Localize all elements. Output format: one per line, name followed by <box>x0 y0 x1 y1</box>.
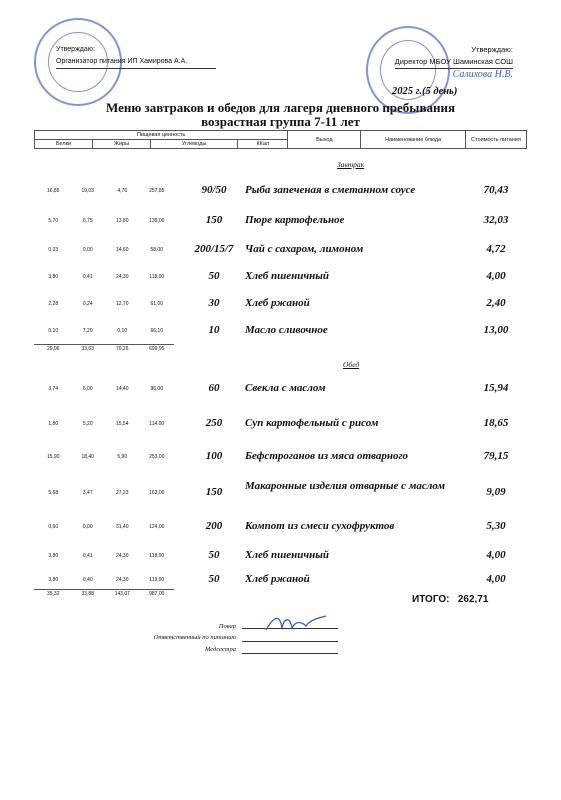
lunch-carbs-value: 15,54 <box>115 421 129 427</box>
lunch-carbs-value: 5,90 <box>117 454 128 460</box>
grand-total <box>412 594 488 605</box>
lunch-kcal-value: 119,00 <box>149 577 165 583</box>
lunch-dish-name: Компот из смеси сухофруктов <box>245 520 395 532</box>
breakfast-output: 200/15/7 <box>194 243 234 255</box>
lunch-output: 100 <box>205 450 223 462</box>
lunch-protein-value: 3,80 <box>48 553 59 559</box>
breakfast-kcal-value: 257,85 <box>149 188 165 194</box>
lunch-output: 60 <box>208 382 220 394</box>
breakfast-fat-value: 0,24 <box>82 301 93 307</box>
breakfast-nutrition-row <box>36 188 174 194</box>
breakfast-protein-value: 16,85 <box>46 188 60 194</box>
lunch-totals <box>36 591 174 597</box>
grand-total-value: 262,71 <box>457 594 489 605</box>
dish-header: Наименование блюда <box>361 131 466 149</box>
breakfast-carbs-value: 0,10 <box>117 328 128 334</box>
output-header: Выход <box>288 131 361 149</box>
breakfast-kcal-value: 61,00 <box>150 301 163 307</box>
signature-nurse-label: Медсестра <box>204 646 236 653</box>
breakfast-output: 90/50 <box>201 184 227 196</box>
lunch-price: 4,00 <box>486 573 506 585</box>
breakfast-nutrition-row <box>36 274 174 280</box>
breakfast-price: 4,00 <box>486 270 506 282</box>
breakfast-nutrition-row <box>36 218 174 224</box>
lunch-dish-name: Макаронные изделия отварные с маслом <box>245 480 445 492</box>
lunch-fat-value: 5,20 <box>82 421 93 427</box>
breakfast-total-fat: 33,63 <box>81 346 94 352</box>
signature-nurse-line <box>242 653 338 654</box>
lunch-price: 15,94 <box>483 382 509 394</box>
lunch-price: 5,30 <box>486 520 506 532</box>
lunch-carbs-value: 31,40 <box>115 524 129 530</box>
breakfast-price: 13,00 <box>483 324 509 336</box>
lunch-nutrition-row <box>36 454 174 460</box>
lunch-nutrition-row <box>36 421 174 427</box>
lunch-sum-line <box>34 589 174 590</box>
lunch-nutrition-row <box>36 524 174 530</box>
lunch-output: 50 <box>208 573 220 585</box>
breakfast-kcal-value: 58,00 <box>150 247 163 253</box>
lunch-output: 150 <box>205 486 223 498</box>
breakfast-carbs-value: 14,60 <box>115 247 129 253</box>
breakfast-price: 70,43 <box>483 184 509 196</box>
breakfast-fat-value: 0,00 <box>82 247 93 253</box>
breakfast-total-carbs: 70,26 <box>115 346 129 352</box>
lunch-carbs-value: 24,30 <box>115 577 129 583</box>
lunch-kcal-value: 124,00 <box>149 524 165 530</box>
breakfast-dish-name: Чай с сахаром, лимоном <box>245 243 364 255</box>
lunch-fat-value: 3,47 <box>82 490 93 496</box>
lunch-label: Обед <box>343 360 360 369</box>
lunch-output: 250 <box>205 417 223 429</box>
menu-date: 2025 г.(5 день) <box>392 86 458 97</box>
lunch-nutrition-row <box>36 490 174 496</box>
breakfast-carbs-value: 13,80 <box>115 218 129 224</box>
lunch-total-fat: 33,88 <box>81 591 94 597</box>
breakfast-total-kcal: 699,95 <box>149 346 165 352</box>
lunch-protein-value: 15,90 <box>46 454 60 460</box>
lunch-price: 4,00 <box>486 549 506 561</box>
lunch-fat-value: 0,41 <box>82 553 93 559</box>
signature-cook-label: Повар <box>218 623 236 630</box>
page-title <box>0 101 561 129</box>
grand-total-label: ИТОГО: <box>412 594 450 605</box>
breakfast-carbs-value: 24,30 <box>115 274 129 280</box>
breakfast-nutrition-row <box>36 247 174 253</box>
breakfast-fat-value: 0,41 <box>82 274 93 280</box>
price-header: Стоимость питания <box>466 131 527 149</box>
breakfast-fat-value: 7,20 <box>82 328 93 334</box>
lunch-protein-value: 5,68 <box>48 490 59 496</box>
breakfast-protein-value: 2,28 <box>48 301 59 307</box>
lunch-protein-value: 1,80 <box>48 421 59 427</box>
lunch-protein-value: 3,74 <box>48 386 59 392</box>
breakfast-protein-value: 0,10 <box>48 328 59 334</box>
lunch-fat-value: 0,40 <box>82 577 93 583</box>
breakfast-kcal-value: 139,00 <box>149 218 165 224</box>
nutrition-header: Пищевая ценность <box>35 131 288 140</box>
breakfast-carbs-value: 12,70 <box>115 301 129 307</box>
breakfast-price: 32,03 <box>483 214 509 226</box>
lunch-nutrition-row <box>36 553 174 559</box>
lunch-nutrition-row <box>36 577 174 583</box>
approve-right-signature: Салихова Н.В. <box>452 69 513 80</box>
breakfast-protein-value: 3,80 <box>48 274 59 280</box>
lunch-dish-name: Хлеб ржаной <box>245 573 310 585</box>
breakfast-dish-name: Рыба запеченая в сметанном соусе <box>245 184 416 196</box>
lunch-output: 50 <box>208 549 220 561</box>
approve-left-label: Утверждаю: <box>56 46 95 53</box>
lunch-carbs-value: 24,30 <box>115 553 129 559</box>
lunch-dish-name: Хлеб пшеничный <box>245 549 329 561</box>
lunch-fat-value: 6,00 <box>82 386 93 392</box>
approve-left-signatory: Организатор питания ИП Хамирова А.А. <box>56 56 216 69</box>
breakfast-sum-line <box>34 344 174 345</box>
breakfast-output: 30 <box>208 297 220 309</box>
breakfast-carbs-value: 4,76 <box>117 188 128 194</box>
title-line-2: возрастная группа 7-11 лет <box>201 114 360 129</box>
lunch-output: 200 <box>205 520 223 532</box>
breakfast-fat-value: 19,03 <box>81 188 94 194</box>
lunch-kcal-value: 118,00 <box>149 553 165 559</box>
lunch-carbs-value: 27,23 <box>115 490 129 496</box>
breakfast-price: 2,40 <box>486 297 506 309</box>
lunch-total-carbs: 143,07 <box>114 591 130 597</box>
lunch-dish-name: Суп картофельный с рисом <box>245 417 379 429</box>
menu-table-header <box>34 130 527 149</box>
signature-responsible-label: Ответственный по питанию <box>153 634 236 641</box>
breakfast-fat-value: 6,75 <box>82 218 93 224</box>
kcal-header: ККал <box>238 140 288 149</box>
breakfast-label: Завтрак <box>337 160 365 169</box>
lunch-kcal-value: 163,00 <box>149 490 165 496</box>
breakfast-protein-value: 0,33 <box>48 247 59 253</box>
breakfast-output: 150 <box>205 214 223 226</box>
lunch-protein-value: 3,80 <box>48 577 59 583</box>
breakfast-total-protein: 29,06 <box>46 346 60 352</box>
signature-responsible-line <box>242 641 338 642</box>
lunch-carbs-value: 14,40 <box>115 386 129 392</box>
breakfast-kcal-value: 66,10 <box>150 328 163 334</box>
breakfast-dish-name: Пюре картофельное <box>245 214 345 226</box>
breakfast-nutrition-row <box>36 328 174 334</box>
protein-header: Белки <box>35 140 93 149</box>
breakfast-output: 10 <box>208 324 220 336</box>
carbs-header: Углеводы <box>150 140 237 149</box>
lunch-kcal-value: 253,00 <box>149 454 165 460</box>
breakfast-dish-name: Масло сливочное <box>245 324 328 336</box>
lunch-fat-value: 0,00 <box>82 524 93 530</box>
breakfast-protein-value: 5,70 <box>48 218 59 224</box>
lunch-price: 9,09 <box>486 486 506 498</box>
fat-header: Жиры <box>93 140 151 149</box>
breakfast-totals <box>36 346 174 352</box>
approve-right <box>395 44 513 81</box>
title-line-1: Меню завтраков и обедов для лагеря дневного пребывания <box>105 100 455 115</box>
lunch-price: 18,65 <box>483 417 509 429</box>
approve-right-signatory: Директор МБОУ Шаминская СОШ <box>395 56 513 69</box>
lunch-price: 79,15 <box>483 450 509 462</box>
lunch-kcal-value: 96,00 <box>150 386 163 392</box>
approve-right-label: Утверждаю: <box>471 45 513 54</box>
lunch-fat-value: 18,40 <box>81 454 94 460</box>
breakfast-price: 4,72 <box>486 243 506 255</box>
lunch-dish-name: Бефстроганов из мяса отварного <box>245 450 409 462</box>
lunch-total-protein: 35,32 <box>46 591 60 597</box>
lunch-protein-value: 0,60 <box>48 524 59 530</box>
breakfast-dish-name: Хлеб ржаной <box>245 297 310 309</box>
signature-scribble-icon <box>262 610 332 636</box>
lunch-total-kcal: 987,00 <box>149 591 165 597</box>
breakfast-kcal-value: 118,00 <box>149 274 165 280</box>
breakfast-nutrition-row <box>36 301 174 307</box>
lunch-dish-name: Свекла с маслом <box>245 382 326 394</box>
lunch-nutrition-row <box>36 386 174 392</box>
breakfast-output: 50 <box>208 270 220 282</box>
approve-left <box>56 44 216 69</box>
breakfast-dish-name: Хлеб пшеничный <box>245 270 329 282</box>
lunch-kcal-value: 114,00 <box>149 421 165 427</box>
